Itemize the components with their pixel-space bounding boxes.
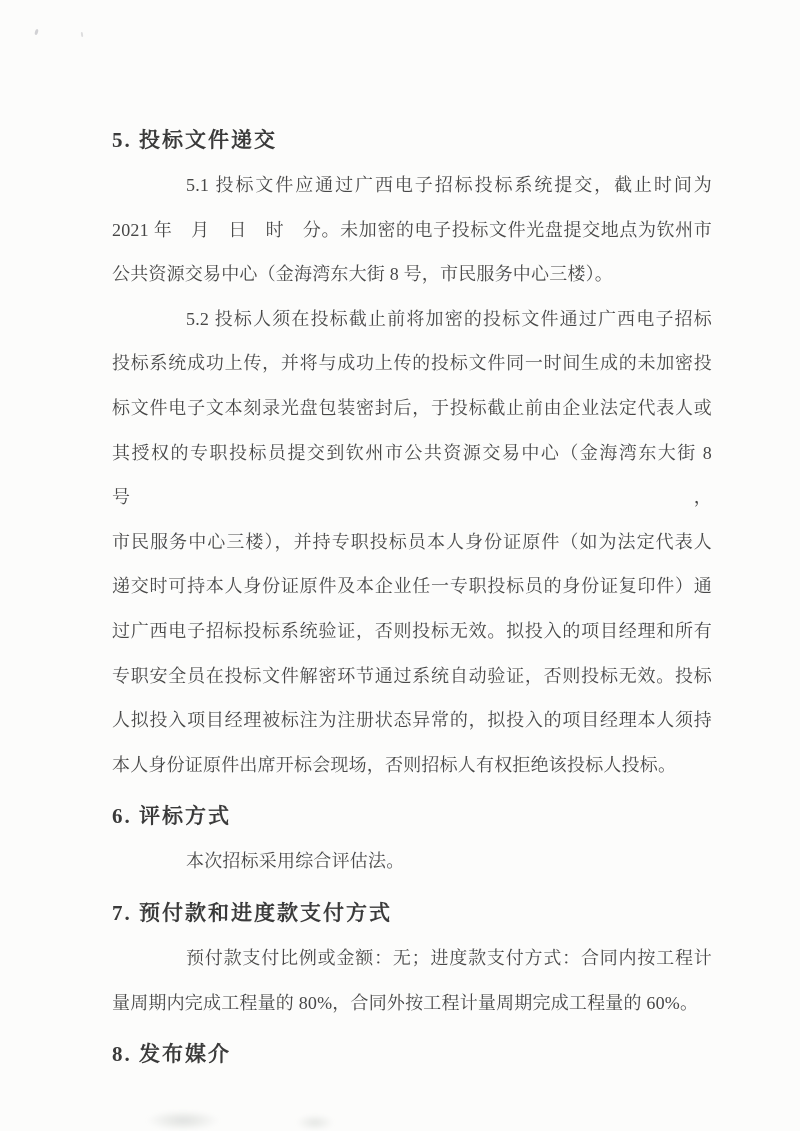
clause-6-1 — [112, 839, 712, 884]
text-line: 公共资源交易中心（金海湾东大街 8 号，市民服务中心三楼）。 — [112, 264, 613, 285]
text-line: 人拟投入项目经理被标注为注册状态异常的，拟投入的项目经理本人须持 — [112, 710, 712, 731]
text-line: 本次招标采用综合评估法。 — [186, 851, 405, 872]
section-5-title: 5. 投标文件递交 — [112, 128, 277, 152]
text-line: 2021 年 月 日 时 分。未加密的电子投标文件光盘提交地点为钦州市 — [112, 219, 712, 240]
text-line: 投标系统成功上传，并将与成功上传的投标文件同一时间生成的未加密投 — [112, 353, 712, 374]
text-line: 本人身份证原件出席开标会现场，否则招标人有权拒绝该投标人投标。 — [112, 754, 677, 775]
scan-smudge — [146, 1110, 220, 1131]
text-line: 过广西电子招标投标系统验证，否则投标无效。拟投入的项目经理和所有 — [112, 620, 712, 641]
document-body — [112, 117, 712, 1077]
section-7-title: 7. 预付款和进度款支付方式 — [112, 900, 392, 925]
text-line: 5.1 投标文件应通过广西电子招标投标系统提交，截止时间为 — [186, 175, 712, 195]
clause-5-2 — [112, 297, 712, 788]
text-line: 预付款支付比例或金额：无；进度款支付方式：合同内按工程计 — [186, 947, 712, 968]
scan-speck — [81, 32, 84, 37]
text-line: 标文件电子文本刻录光盘包装密封后，于投标截止前由企业法定代表人或 — [112, 397, 712, 418]
clause-5-1 — [112, 163, 712, 297]
text-line: 5.2 投标人须在投标截止前将加密的投标文件通过广西电子招标 — [186, 308, 712, 329]
text-line: 递交时可持本人身份证原件及本企业任一专职投标员的身份证复印件）通 — [112, 576, 712, 597]
text-line: 量周期内完成工程量的 80%，合同外按工程计量周期完成工程量的 60%。 — [112, 992, 699, 1013]
scan-speck — [34, 29, 39, 36]
section-8-title: 8. 发布媒介 — [112, 1042, 231, 1067]
text-line: 专职安全员在投标文件解密环节通过系统自动验证，否则投标无效。投标 — [112, 665, 712, 686]
section-6-title: 6. 评标方式 — [112, 804, 231, 829]
scan-smudge — [296, 1114, 334, 1131]
text-line: 其授权的专职投标员提交到钦州市公共资源交易中心（金海湾东大街 8 号， — [112, 442, 712, 508]
clause-7-1 — [112, 936, 712, 1025]
text-line: 市民服务中心三楼），并持专职投标员本人身份证原件（如为法定代表人 — [112, 531, 712, 552]
